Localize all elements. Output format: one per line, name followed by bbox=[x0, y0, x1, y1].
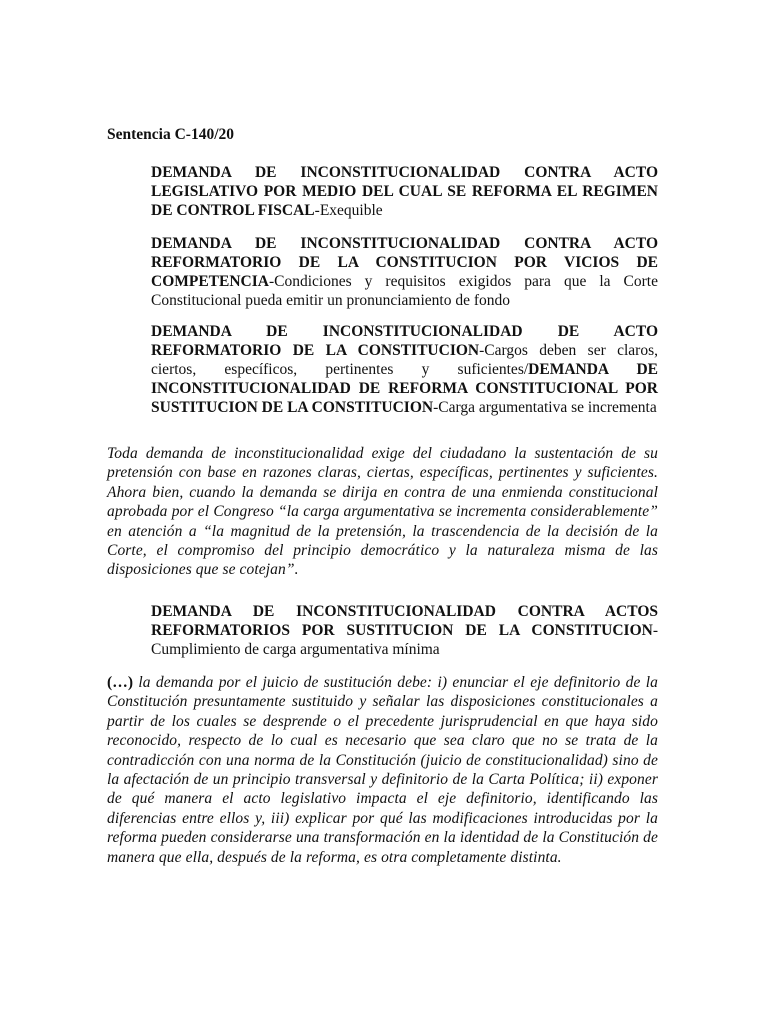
ellipsis-marker: (…) bbox=[107, 674, 134, 691]
heading-2-bold: DEMANDA DE INCONSTITUCIONALIDAD CONTRA ACTO REFORMATORIO DE LA CONSTITUCION POR VICIOS DE COMPETENCIA bbox=[151, 235, 658, 290]
quote-paragraph-1: Toda demanda de inconstitucionalidad exige del ciudadano la sustentación de su pretensión con base en razones claras, ciertas, específicas, pertinentes y suficientes. Ahora bien, cuando la demanda se dirija en contra de una enmienda constitucional aprobada por el Congreso “la carga argumentativa se incrementa considerablemente” en atención a “la magnitud de la pretensión, la trascendencia de la decisión de la Corte, el compromiso del principio democrático y la naturaleza misma de las disposiciones que se cotejan”. bbox=[107, 445, 658, 579]
heading-1-bold: DEMANDA DE INCONSTITUCIONALIDAD CONTRA ACTO LEGISLATIVO POR MEDIO DEL CUAL SE REFORMA EL REGIMEN DE CONTROL FISCAL bbox=[151, 164, 658, 219]
quote-paragraph-2 bbox=[107, 673, 658, 867]
quote-2-text: la demanda por el juicio de sustitución debe: i) enunciar el eje definitorio de la Constitución presuntamente sustituido y señalar las disposiciones constitucionales a partir de los cuales se desprende o el precedente jurisprudencial en que haya sido reconocido, respecto de lo cual es necesario que sea claro que no se trata de la contradicción con una norma de la Constitución (juicio de constitucionalidad) sino de la afectación de un principio transversal y definitorio de la Carta Política; ii) exponer de qué manera el acto legislativo impacta el eje definitorio, identificando las diferencias entre ellos y, iii) explicar por qué las modificaciones introducidas por la reforma pueden considerarse una transformación en la identidad de la Constitución de manera que ella, después de la reforma, es otra completamente distinta. bbox=[107, 674, 658, 866]
heading-3-text: -Cargos deben ser claros, ciertos, específicos, pertinentes y suficientes/ bbox=[151, 342, 658, 378]
heading-3-bold-2: DEMANDA DE INCONSTITUCIONALIDAD DE REFORMA CONSTITUCIONAL POR SUSTITUCION DE LA CONSTITUCION bbox=[151, 361, 658, 416]
heading-block-4 bbox=[151, 602, 658, 659]
heading-3-text-2: -Carga argumentativa se incrementa bbox=[433, 399, 657, 416]
heading-block-3 bbox=[151, 322, 658, 417]
heading-block-1 bbox=[151, 163, 658, 220]
heading-4-bold: DEMANDA DE INCONSTITUCIONALIDAD CONTRA ACTOS REFORMATORIOS POR SUSTITUCION DE LA CONSTITUCION bbox=[151, 603, 658, 639]
document-title: Sentencia C-140/20 bbox=[107, 126, 235, 143]
heading-1-text: -Exequible bbox=[314, 202, 383, 219]
heading-4-text: -Cumplimiento de carga argumentativa mínima bbox=[151, 622, 658, 658]
heading-2-text: -Condiciones y requisitos exigidos para que la Corte Constitucional pueda emitir un pronunciamiento de fondo bbox=[151, 273, 658, 309]
heading-3-bold: DEMANDA DE INCONSTITUCIONALIDAD DE ACTO REFORMATORIO DE LA CONSTITUCION bbox=[151, 323, 658, 359]
heading-block-2 bbox=[151, 234, 658, 310]
